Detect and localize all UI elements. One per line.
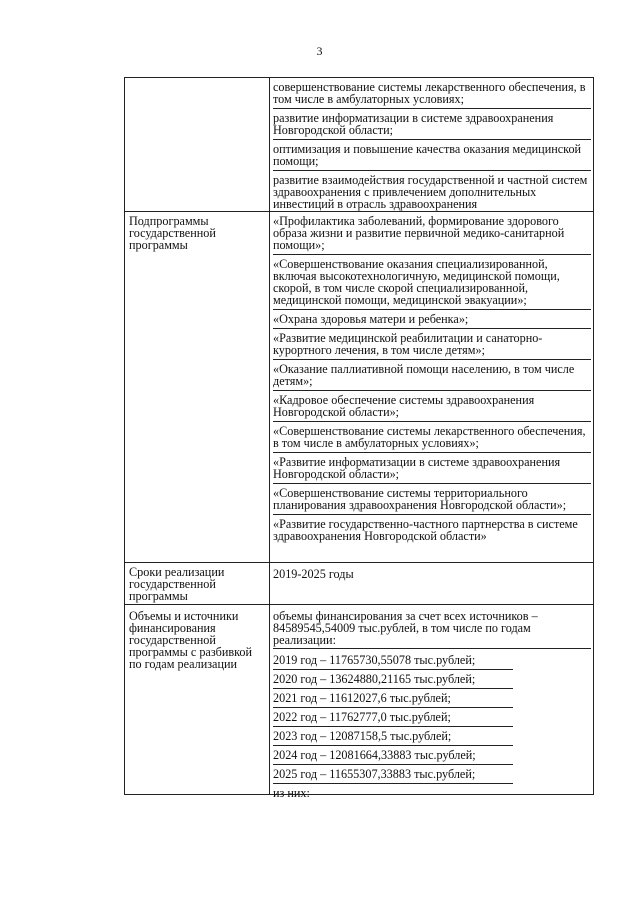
goal-item: совершенствование системы лекарственного обеспечения, в том числе в амбулаторных условиях; <box>273 81 591 109</box>
goal-item: оптимизация и повышение качества оказания медицинской помощи; <box>273 143 591 171</box>
financing-year: 2020 год – 13624880,21165 тыс.рублей; <box>273 670 513 689</box>
row-goals-content <box>273 81 591 210</box>
row-divider <box>125 211 593 212</box>
subprograms-label: Подпрограммы государственной программы <box>129 214 216 252</box>
subprogram-item: «Совершенствование системы лекарственного обеспечения, в том числе в амбулаторных условиях»; <box>273 425 591 453</box>
subprogram-item: «Совершенствование оказания специализированной, включая высокотехнологичную, медицинской помощи, скорой, в том числе скорой специализированной, медицинской помощи, медицинской эвакуации»; <box>273 258 591 310</box>
financing-label: Объемы и источники финансирования государственной программы с разбивкой по годам реализации <box>129 609 253 671</box>
financing-year: 2022 год – 11762777,0 тыс.рублей; <box>273 708 513 727</box>
goal-item: развитие информатизации в системе здравоохранения Новгородской области; <box>273 112 591 140</box>
subprogram-item: «Развитие медицинской реабилитации и санаторно-курортного лечения, в том числе детям»; <box>273 332 591 360</box>
row-divider <box>125 604 593 605</box>
subprogram-item: «Развитие информатизации в системе здравоохранения Новгородской области»; <box>273 456 591 484</box>
subprogram-item: «Охрана здоровья матери и ребенка»; <box>273 313 591 329</box>
page-number: 3 <box>316 44 323 58</box>
subprograms-content <box>273 215 591 542</box>
row-divider <box>125 562 593 563</box>
subprogram-item: «Развитие государственно-частного партнерства в системе здравоохранения Новгородской области» <box>273 517 578 543</box>
subprogram-item: «Совершенствование системы территориального планирования здравоохранения Новгородской области»; <box>273 487 591 515</box>
subprogram-item: «Профилактика заболеваний, формирование здорового образа жизни и развитие первичной медико-санитарной помощи»; <box>273 215 591 255</box>
financing-content <box>273 610 591 802</box>
subprogram-item: «Оказание паллиативной помощи населению, в том числе детям»; <box>273 363 591 391</box>
financing-year: 2021 год – 11612027,6 тыс.рублей; <box>273 689 513 708</box>
timeline-label: Сроки реализации государственной программы <box>129 565 225 603</box>
financing-total: объемы финансирования за счет всех источников – 84589545,54009 тыс.рублей, в том числе по годам реализации: <box>273 610 591 649</box>
column-divider <box>269 78 270 794</box>
financing-year: 2023 год – 12087158,5 тыс.рублей; <box>273 727 513 746</box>
financing-year: 2025 год – 11655307,33883 тыс.рублей; <box>273 765 513 784</box>
financing-tail: из них: <box>273 786 310 800</box>
financing-year: 2024 год – 12081664,33883 тыс.рублей; <box>273 746 513 765</box>
goal-item: развитие взаимодействия государственной и частной систем здравоохранения с привлечением дополнительных инвестиций в отрасль здравоохранения <box>273 173 588 211</box>
subprogram-item: «Кадровое обеспечение системы здравоохранения Новгородской области»; <box>273 394 591 422</box>
timeline-value: 2019-2025 годы <box>273 567 354 581</box>
program-passport-table <box>124 77 594 800</box>
financing-year: 2019 год – 11765730,55078 тыс.рублей; <box>273 651 513 670</box>
